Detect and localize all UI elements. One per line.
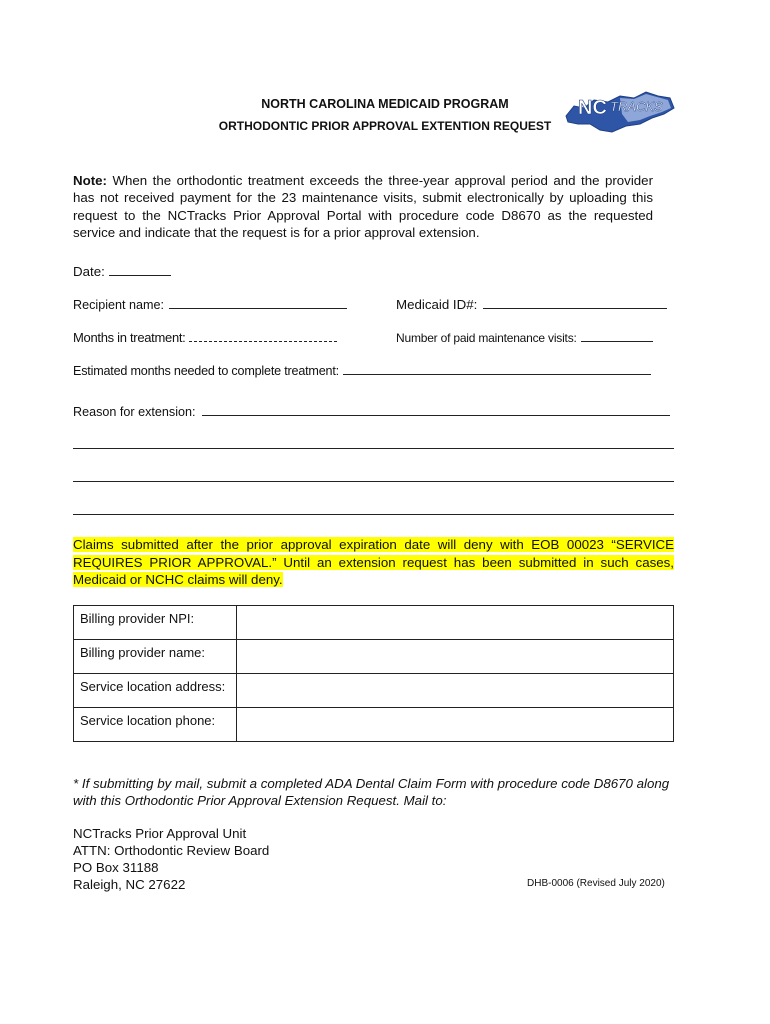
mail-instructions: * If submitting by mail, submit a completed ADA Dental Claim Form with procedure code D8670 along with this Orthodontic Prior Approval Extension Request. Mail to: bbox=[73, 776, 670, 808]
recipient-name-label: Recipient name: bbox=[73, 298, 165, 312]
table-row bbox=[74, 606, 674, 640]
claims-warning-text: Claims submitted after the prior approval expiration date will deny with EOB 00023 “SERVICE REQUIRES PRIOR APPROVAL.” Until an extension request has been submitted in such cases, Medicaid or NCHC claims will deny. bbox=[73, 537, 674, 587]
logo-nc-text: NC bbox=[578, 97, 607, 119]
nctracks-logo bbox=[560, 84, 676, 136]
months-in-treatment-line[interactable] bbox=[189, 330, 337, 342]
reason-label: Reason for extension: bbox=[73, 405, 196, 419]
estimated-months-label: Estimated months needed to complete treatment: bbox=[73, 364, 339, 378]
page-title: NORTH CAROLINA MEDICAID PROGRAM bbox=[261, 97, 509, 111]
page-subtitle: ORTHODONTIC PRIOR APPROVAL EXTENTION REQUEST bbox=[218, 119, 552, 133]
service-phone-input[interactable] bbox=[237, 708, 674, 742]
paid-visits-field[interactable] bbox=[396, 330, 653, 345]
address-line-4: Raleigh, NC 27622 bbox=[73, 877, 186, 892]
estimated-months-field[interactable] bbox=[73, 363, 651, 378]
paid-visits-line[interactable] bbox=[581, 330, 653, 342]
recipient-name-field[interactable] bbox=[73, 297, 347, 312]
note-label: Note: bbox=[73, 173, 107, 188]
reason-field[interactable] bbox=[73, 404, 670, 419]
billing-npi-input[interactable] bbox=[237, 606, 674, 640]
address-line-3: PO Box 31188 bbox=[73, 860, 159, 875]
table-row bbox=[74, 674, 674, 708]
billing-name-input[interactable] bbox=[237, 640, 674, 674]
service-address-input[interactable] bbox=[237, 674, 674, 708]
address-line-1: NCTracks Prior Approval Unit bbox=[73, 826, 247, 841]
note-paragraph bbox=[73, 172, 653, 241]
claims-warning bbox=[73, 536, 674, 589]
service-phone-label: Service location phone: bbox=[74, 708, 237, 742]
date-label: Date: bbox=[73, 264, 105, 279]
form-number: DHB-0006 (Revised July 2020) bbox=[527, 878, 665, 889]
date-line[interactable] bbox=[109, 264, 171, 276]
table-row bbox=[74, 640, 674, 674]
date-field[interactable] bbox=[73, 264, 171, 279]
reason-line[interactable] bbox=[202, 404, 670, 416]
note-text: When the orthodontic treatment exceeds the three-year approval period and the provider has not received payment for the 23 maintenance visits, submit electronically by uploading this request to the NCTracks Prior Approval Portal with procedure code D8670 as the requested service and indicate that the request is for a prior approval extension. bbox=[73, 173, 653, 240]
reason-line-3[interactable] bbox=[73, 481, 674, 482]
reason-line-2[interactable] bbox=[73, 448, 674, 449]
table-row bbox=[74, 708, 674, 742]
service-address-label: Service location address: bbox=[74, 674, 237, 708]
paid-visits-label: Number of paid maintenance visits: bbox=[396, 331, 577, 345]
estimated-months-line[interactable] bbox=[343, 363, 651, 375]
medicaid-id-field[interactable] bbox=[396, 297, 667, 312]
mailing-address bbox=[73, 825, 269, 893]
medicaid-id-line[interactable] bbox=[483, 297, 667, 309]
billing-npi-label: Billing provider NPI: bbox=[74, 606, 237, 640]
logo-tracks-text: TRACKS bbox=[610, 99, 663, 114]
months-in-treatment-label: Months in treatment: bbox=[73, 330, 186, 345]
provider-info-table bbox=[73, 605, 674, 742]
address-line-2: ATTN: Orthodontic Review Board bbox=[73, 843, 270, 858]
medicaid-id-label: Medicaid ID#: bbox=[396, 297, 478, 312]
months-in-treatment-field[interactable] bbox=[73, 330, 337, 345]
billing-name-label: Billing provider name: bbox=[74, 640, 237, 674]
reason-line-4[interactable] bbox=[73, 514, 674, 515]
recipient-name-line[interactable] bbox=[169, 297, 347, 309]
